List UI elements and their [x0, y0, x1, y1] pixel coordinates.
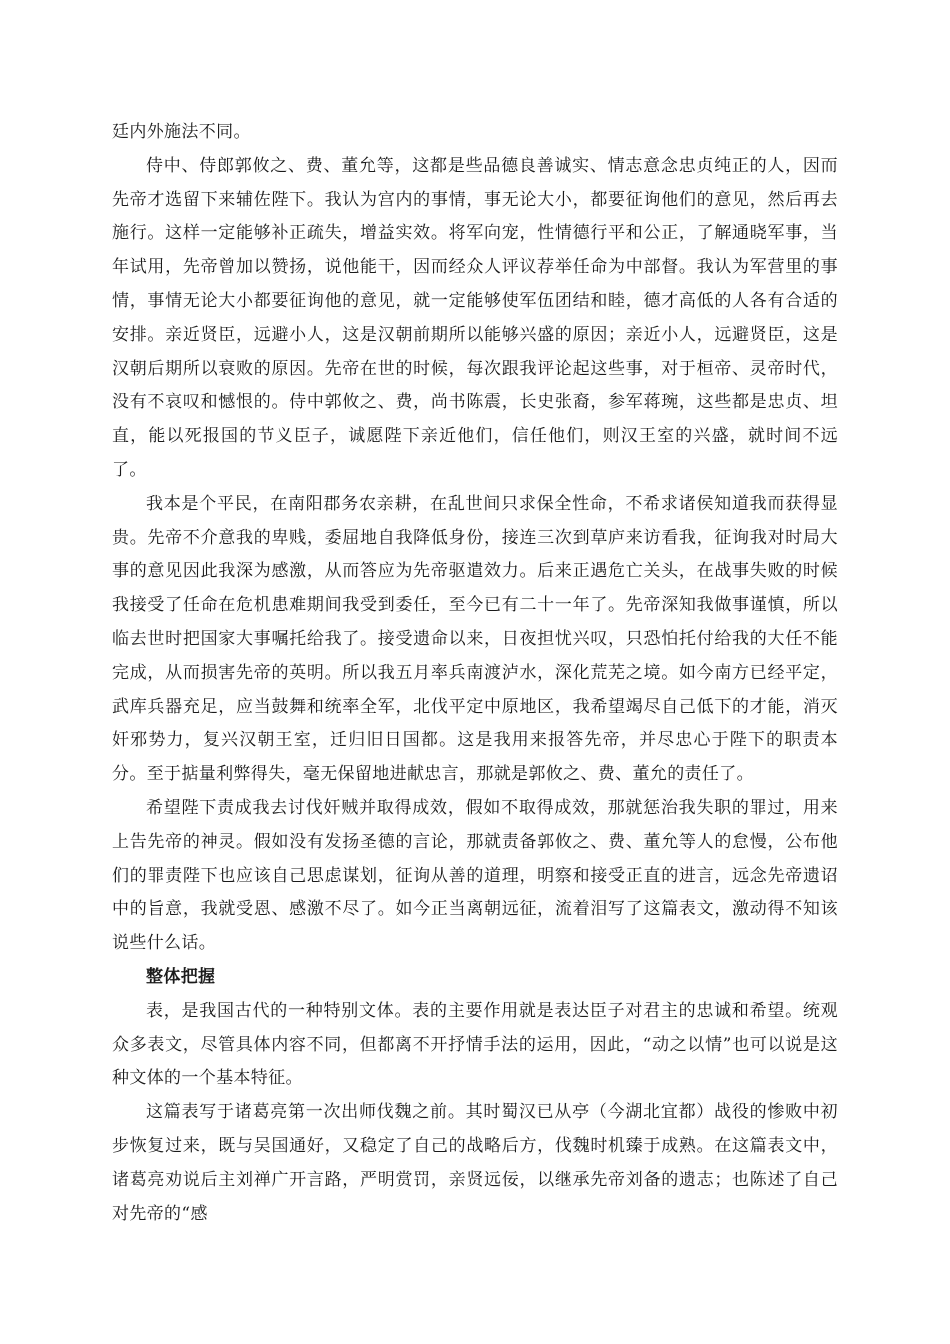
- paragraph-commoner: 我本是个平民，在南阳郡务农亲耕，在乱世间只求保全性命，不希求诸侯知道我而获得显贵。先帝不介意我的卑贱，委屈地自我降低身份，接连三次到草庐来访看我，征询我对时局大事的意见因此我深为感激，从而答应为先帝驱遣效力。后来正遇危亡关头，在战事失败的时候我接受了任命在危机患难期间我受到委任，至今已有二十一年了。先帝深知我做事谨慎，所以临去世时把国家大事嘱托给我了。接受遗命以来，日夜担忧兴叹，只恐怕托付给我的大任不能完成，从而损害先帝的英明。所以我五月率兵南渡泸水，深化荒芜之境。如今南方已经平定，武库兵器充足，应当鼓舞和统率全军，北伐平定中原地区，我希望竭尽自己低下的才能，消灭奸邪势力，复兴汉朝王室，迁归旧日国都。这是我用来报答先帝，并尽忠心于陛下的职责本分。至于掂量利弊得失，毫无保留地进献忠言，那就是郭攸之、费、董允的责任了。: [112, 493, 838, 785]
- section-heading: 整体把握: [146, 966, 216, 987]
- paragraph-background: 这篇表写于诸葛亮第一次出师伐魏之前。其时蜀汉已从亭（今湖北宜都）战役的惨败中初步恢复过来，既与吴国通好，又稳定了自己的战略后方，伐魏时机臻于成熟。在这篇表文中，诸葛亮劝说后主刘禅广开言路，严明赏罚，亲贤远佞，以继承先帝刘备的遗志；也陈述了自己对先帝的“感: [112, 1102, 838, 1224]
- paragraph-continuation: 廷内外施法不同。: [112, 122, 251, 142]
- paragraph-ministers: 侍中、侍郎郭攸之、费、董允等，这都是些品德良善诚实、情志意念忠贞纯正的人，因而先帝才选留下来辅佐陛下。我认为宫内的事情，事无论大小，都要征询他们的意见，然后再去施行。这样一定能够补正疏失，增益实效。将军向宠，性情德行平和公正，了解通晓军事，当年试用，先帝曾加以赞扬，说他能干，因而经众人评议荐举任命为中部督。我认为军营里的事情，事情无论大小都要征询他的意见，就一定能够使军伍团结和睦，德才高低的人各有合适的安排。亲近贤臣，远避小人，这是汉朝前期所以能够兴盛的原因；亲近小人，远避贤臣，这是汉朝后期所以衰败的原因。先帝在世的时候，每次跟我评论起这些事，对于桓帝、灵帝时代，没有不哀叹和憾恨的。侍中郭攸之、费，尚书陈震，长史张裔，参军蒋琬，这些都是忠贞、坦直，能以死报国的节义臣子，诚愿陛下亲近他们，信任他们，则汉王室的兴盛，就时间不远了。: [112, 155, 838, 480]
- document-body: [112, 116, 838, 1231]
- paragraph-genre: 表，是我国古代的一种特别文体。表的主要作用就是表达臣子对君主的忠诚和希望。统观众多表文，尽管具体内容不同，但都离不开抒情手法的运用，因此，“动之以情”也可以说是这种文体的一个基本特征。: [112, 1000, 838, 1089]
- paragraph-request: 希望陛下责成我去讨伐奸贼并取得成效，假如不取得成效，那就惩治我失职的罪过，用来上告先帝的神灵。假如没有发扬圣德的言论，那就责备郭攸之、费、董允等人的怠慢，公布他们的罪责陛下也应该自己思虑谋划，征询从善的道理，明察和接受正直的进言，远念先帝遗诏中的旨意，我就受恩、感激不尽了。如今正当离朝远征，流着泪写了这篇表文，激动得不知该说些什么话。: [112, 797, 838, 954]
